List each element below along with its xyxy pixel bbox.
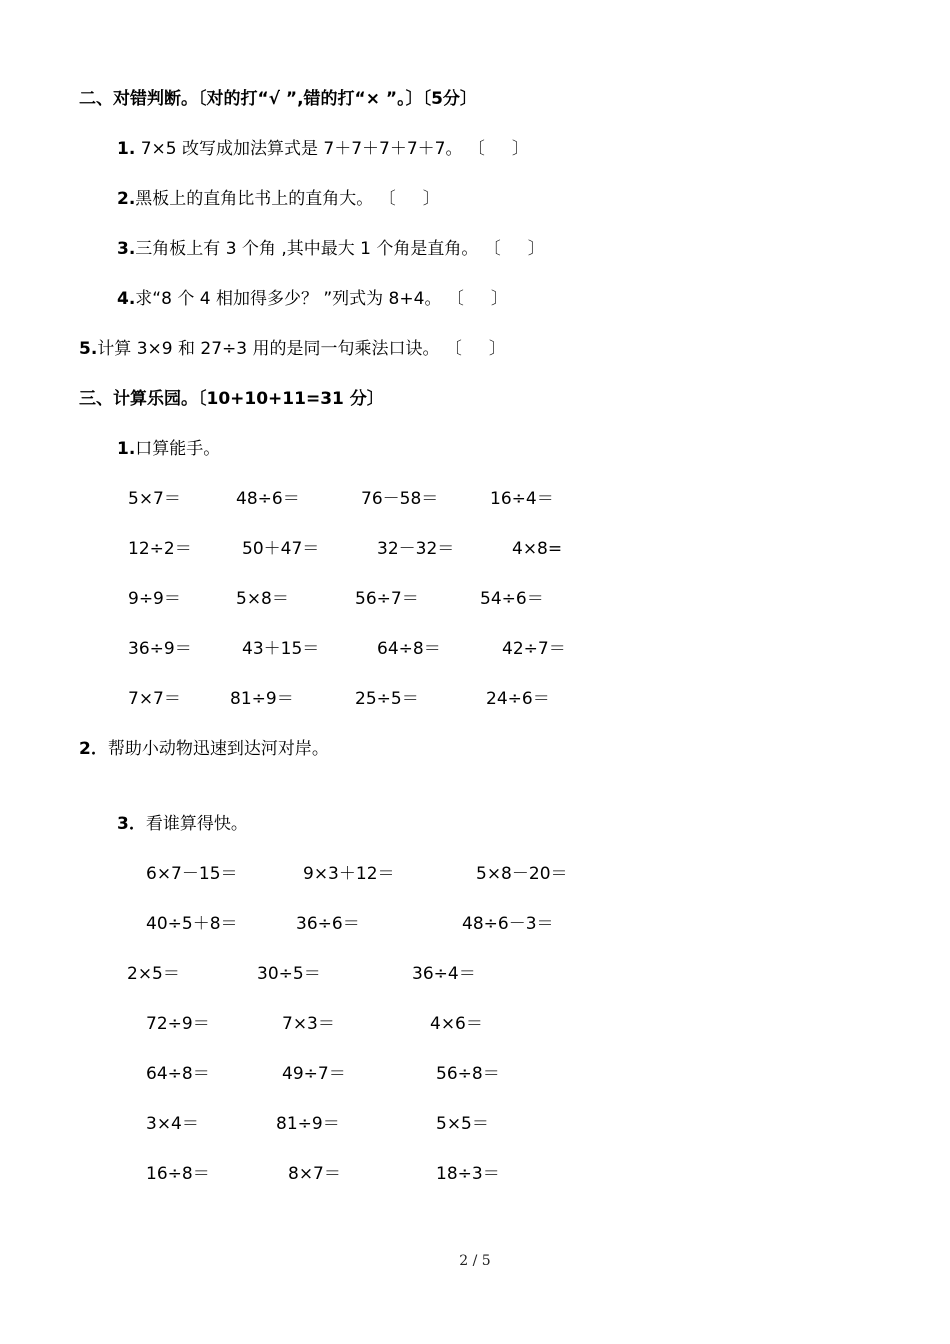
quick-problem: 36÷6＝ xyxy=(296,914,360,934)
oral-problem: 56÷7＝ xyxy=(355,589,419,609)
judge-item-1 xyxy=(117,137,529,161)
quick-problem: 81÷9＝ xyxy=(276,1114,340,1134)
oral-problem: 4×8= xyxy=(512,539,563,559)
sub-text: 口算能手。 xyxy=(135,439,221,459)
quick-problem: 72÷9＝ xyxy=(146,1014,210,1034)
subsection-quick xyxy=(117,812,248,836)
quick-problem: 5×8－20＝ xyxy=(476,864,568,884)
item-text: 求“8 个 4 相加得多少？ ”列式为 8+4。 〔 〕 xyxy=(135,289,508,309)
quick-problem: 64÷8＝ xyxy=(146,1064,210,1084)
oral-problem: 64÷8＝ xyxy=(377,639,441,659)
quick-problem: 5×5＝ xyxy=(436,1114,489,1134)
quick-problem: 49÷7＝ xyxy=(282,1064,346,1084)
quick-problem: 40÷5＋8＝ xyxy=(146,914,238,934)
oral-problem: 36÷9＝ xyxy=(128,639,192,659)
judge-item-2 xyxy=(117,187,440,211)
page-number: 2 / 5 xyxy=(459,1253,491,1269)
oral-problem: 5×8＝ xyxy=(236,589,289,609)
item-number: 4. xyxy=(117,289,136,309)
item-number: 2. xyxy=(117,189,136,209)
section2-title: 二、对错判断。〔对的打“√ ”,错的打“× ”。〕〔5分〕 xyxy=(79,89,477,109)
quick-problem: 9×3＋12＝ xyxy=(303,864,395,884)
oral-problem: 48÷6＝ xyxy=(236,489,300,509)
quick-problem: 36÷4＝ xyxy=(412,964,476,984)
item-number: 5. xyxy=(79,339,98,359)
sub-number: 1. xyxy=(117,439,136,459)
quick-problem: 7×3＝ xyxy=(282,1014,335,1034)
sub-text: 帮助小动物迅速到达河对岸。 xyxy=(107,739,329,759)
oral-problem: 24÷6＝ xyxy=(486,689,550,709)
item-text: 计算 3×9 和 27÷3 用的是同一句乘法口诀。 〔 〕 xyxy=(97,339,506,359)
oral-problem: 5×7＝ xyxy=(128,489,181,509)
quick-problem: 48÷6－3＝ xyxy=(462,914,554,934)
quick-problem: 2×5＝ xyxy=(127,964,180,984)
quick-problem: 4×6＝ xyxy=(430,1014,483,1034)
oral-problem: 50＋47＝ xyxy=(242,539,320,559)
sub-number: 2． xyxy=(79,739,108,759)
oral-problem: 42÷7＝ xyxy=(502,639,566,659)
item-number: 3. xyxy=(117,239,136,259)
oral-problem: 25÷5＝ xyxy=(355,689,419,709)
oral-problem: 9÷9＝ xyxy=(128,589,181,609)
oral-problem: 7×7＝ xyxy=(128,689,181,709)
oral-problem: 12÷2＝ xyxy=(128,539,192,559)
quick-problem: 8×7＝ xyxy=(288,1164,341,1184)
oral-problem: 32－32＝ xyxy=(377,539,455,559)
section3-title: 三、计算乐园。〔10+10+11=31 分〕 xyxy=(79,389,384,409)
judge-item-5 xyxy=(79,337,506,361)
quick-problem: 30÷5＝ xyxy=(257,964,321,984)
quick-problem: 6×7－15＝ xyxy=(146,864,238,884)
item-text: 三角板上有 3 个角 ,其中最大 1 个角是直角。 〔 〕 xyxy=(135,239,545,259)
oral-problem: 16÷4＝ xyxy=(490,489,554,509)
oral-problem: 54÷6＝ xyxy=(480,589,544,609)
oral-problem: 43＋15＝ xyxy=(242,639,320,659)
quick-problem: 3×4＝ xyxy=(146,1114,199,1134)
judge-item-4 xyxy=(117,287,508,311)
quick-problem: 16÷8＝ xyxy=(146,1164,210,1184)
item-number: 1. xyxy=(117,139,136,159)
quick-problem: 18÷3＝ xyxy=(436,1164,500,1184)
sub-text: 看谁算得快。 xyxy=(145,814,248,834)
item-text: 黑板上的直角比书上的直角大。 〔 〕 xyxy=(135,189,440,209)
oral-problem: 76－58＝ xyxy=(361,489,439,509)
judge-item-3 xyxy=(117,237,545,261)
quick-problem: 56÷8＝ xyxy=(436,1064,500,1084)
item-text: 7×5 改写成加法算式是 7＋7＋7＋7＋7。 〔 〕 xyxy=(135,139,529,159)
subsection-river xyxy=(79,737,329,761)
sub-number: 3． xyxy=(117,814,146,834)
subsection-oral xyxy=(117,437,220,461)
oral-problem: 81÷9＝ xyxy=(230,689,294,709)
